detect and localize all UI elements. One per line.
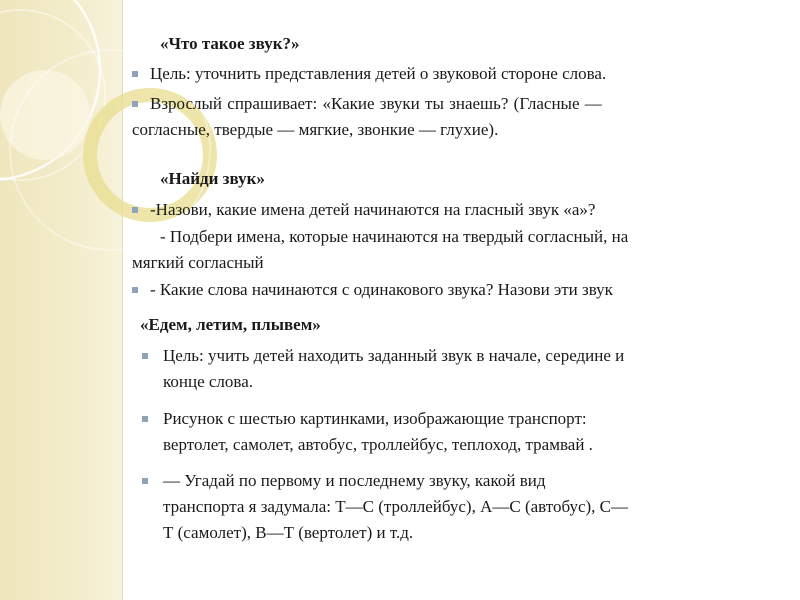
bullet-icon [132, 207, 138, 213]
bullet-icon [142, 353, 148, 359]
section3-goal-line2: конце слова. [163, 372, 254, 391]
section1-adult-line1: Взрослый спрашивает: «Какие звуки ты знаешь? (Гласные — [150, 94, 602, 113]
section3-goal-line1: Цель: учить детей находить заданный звук в начале, середине и [163, 346, 625, 365]
section2-item2-line2: мягкий согласный [132, 253, 264, 272]
section3-guess-line1: — Угадай по первому и последнему звуку, какой вид [163, 471, 546, 490]
section3-picture-line1: Рисунок с шестью картинками, изображающие транспорт: [163, 409, 587, 428]
section2-item1: -Назови, какие имена детей начинаются на гласный звук «а»? [150, 200, 596, 219]
section2-title: «Найди звук» [160, 169, 265, 188]
section3-guess-line3: Т (самолет), В—Т (вертолет) и т.д. [163, 523, 414, 542]
section2-item2-line1: - Подбери имена, которые начинаются на твердый согласный, на [160, 227, 629, 246]
section3-title: «Едем, летим, плывем» [140, 315, 321, 334]
section1-adult-line2: согласные, твердые — мягкие, звонкие — глухие). [132, 120, 499, 139]
bullet-icon [142, 416, 148, 422]
bullet-icon [132, 71, 138, 77]
section2-item3: - Какие слова начинаются с одинакового звука? Назови эти звук [150, 280, 613, 299]
section1-goal: Цель: уточнить представления детей о звуковой стороне слова. [150, 64, 607, 83]
section3-picture-line2: вертолет, самолет, автобус, троллейбус, теплоход, трамвай . [163, 435, 593, 454]
section3-guess-line2: транспорта я задумала: Т—С (троллейбус), А—С (автобус), С— [163, 497, 629, 516]
bullet-icon [142, 478, 148, 484]
section1-title: «Что такое звук?» [160, 34, 300, 53]
bullet-icon [132, 101, 138, 107]
bullet-icon [132, 287, 138, 293]
